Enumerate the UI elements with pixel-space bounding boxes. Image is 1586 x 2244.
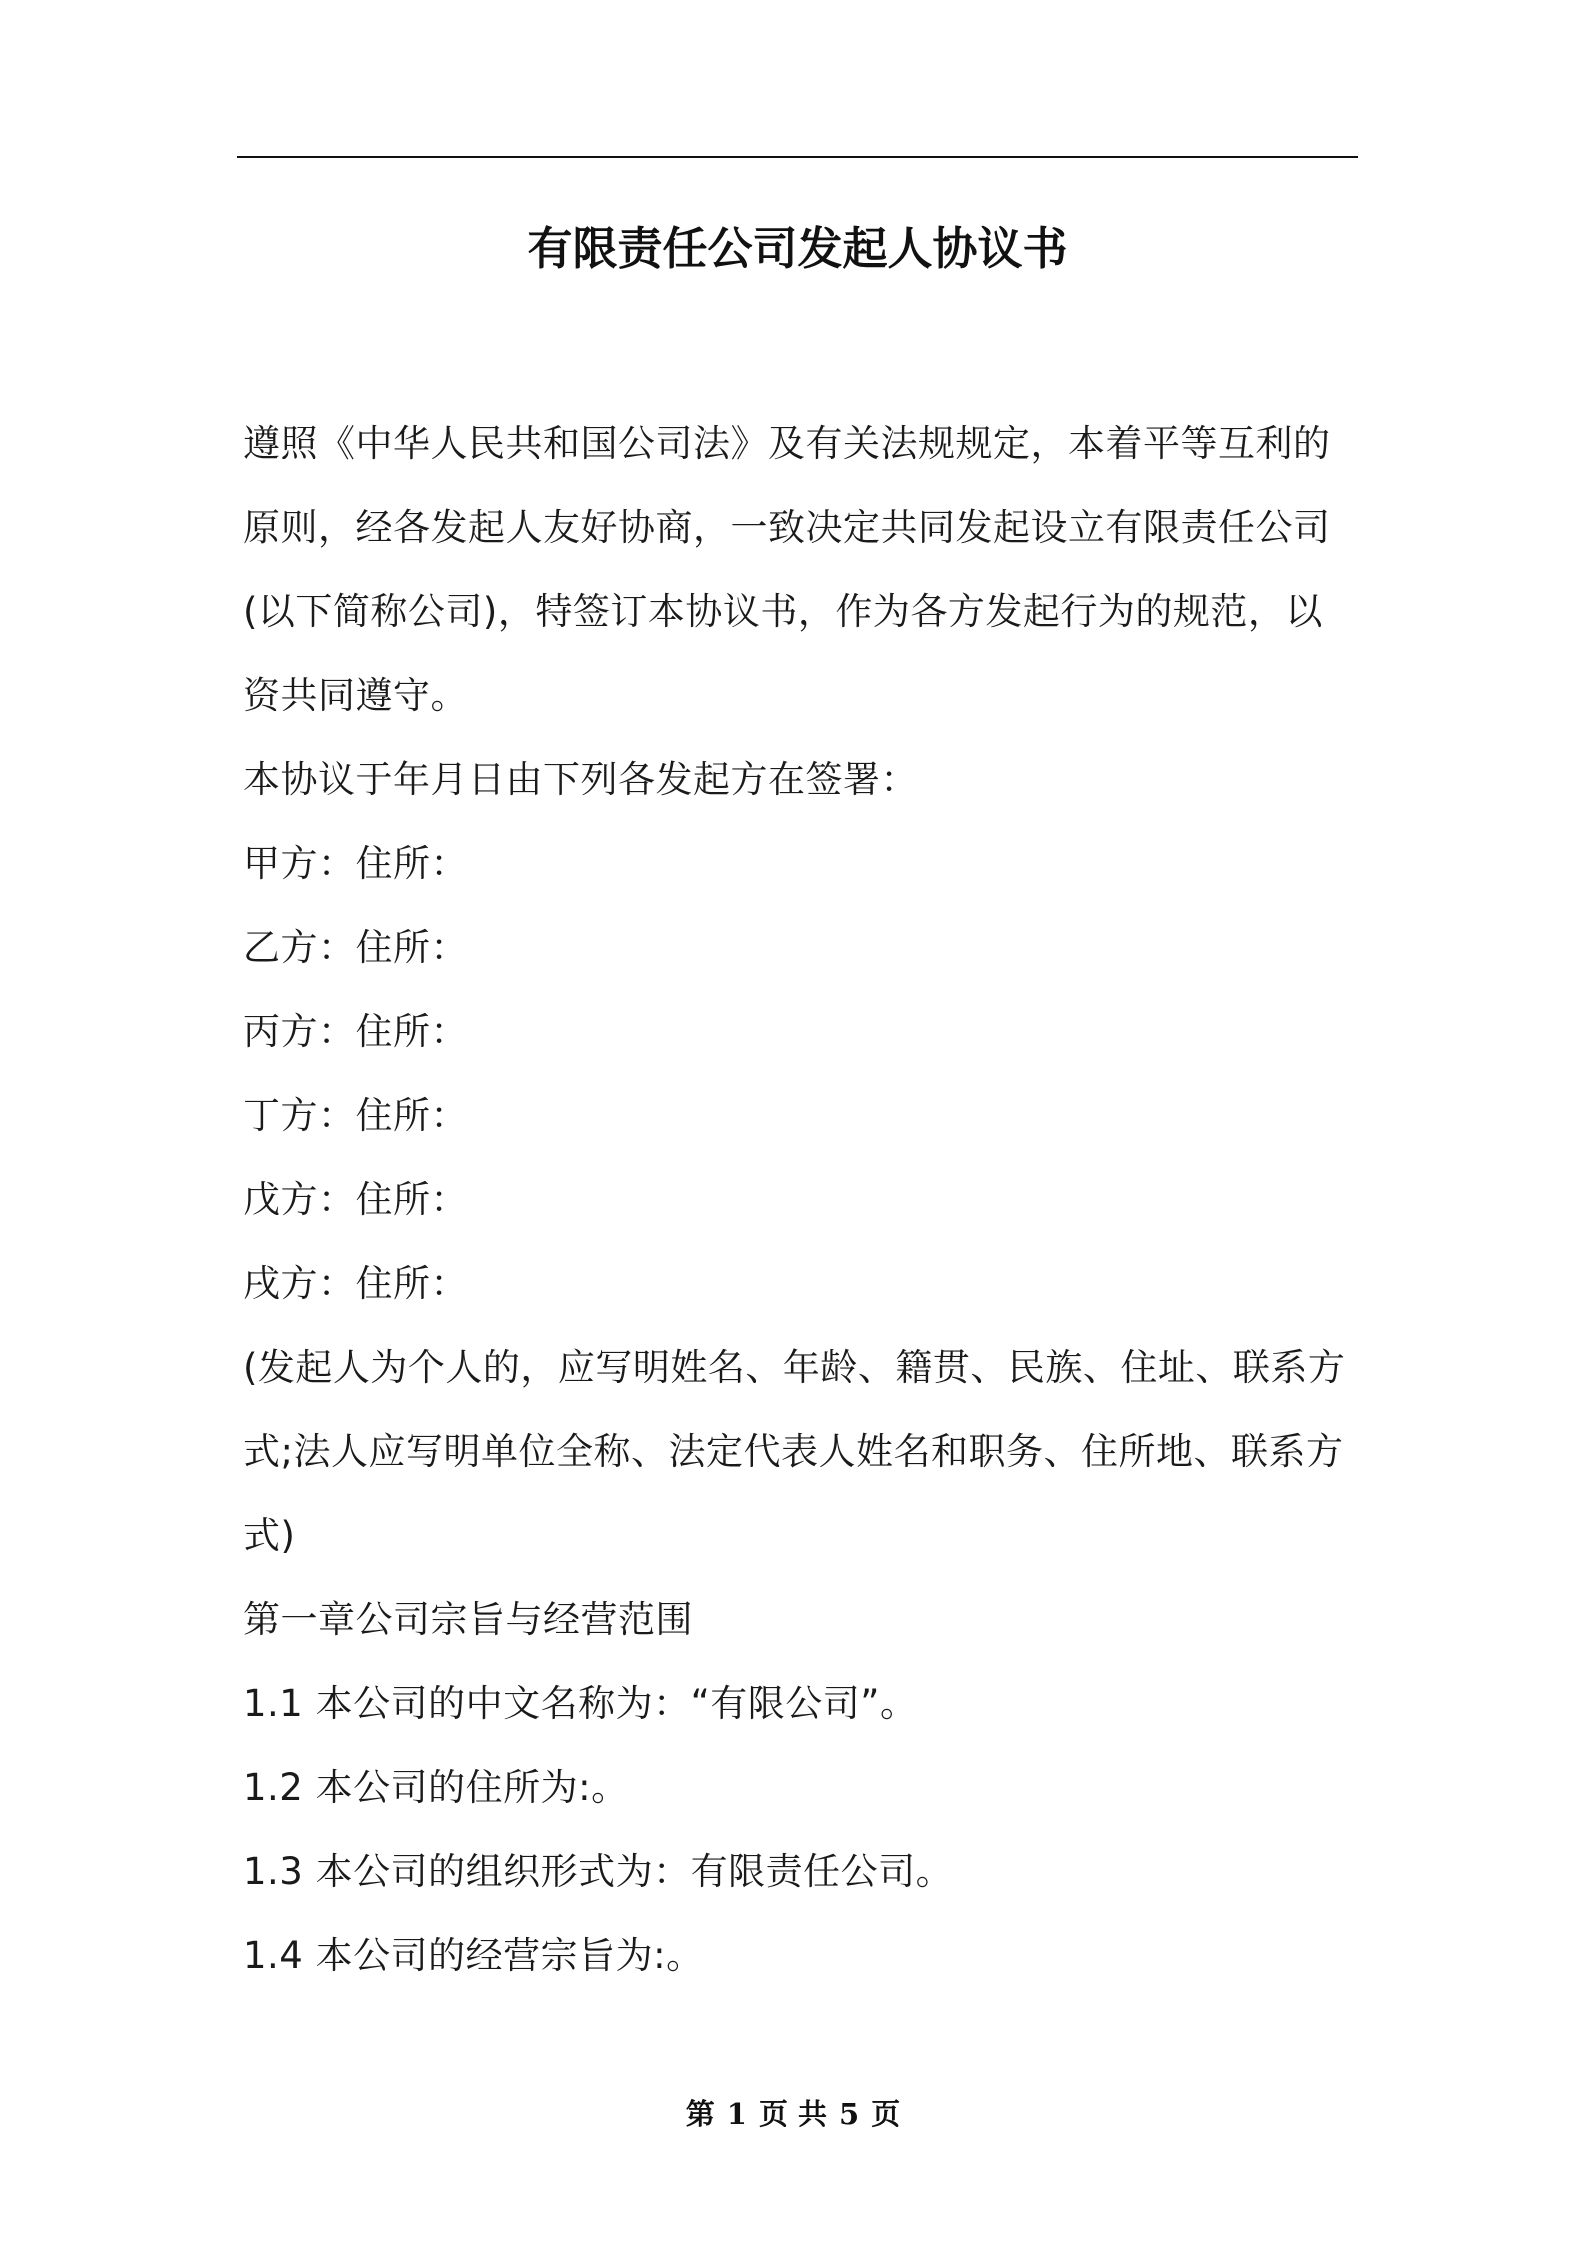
footer-prefix: 第 (685, 2097, 715, 2131)
clause-1-3: 1.3 本公司的组织形式为：有限责任公司。 (243, 1850, 954, 1893)
party-f-line: 戌方：住所： (243, 1262, 468, 1305)
party-a-line: 甲方：住所： (243, 842, 468, 885)
intro-paragraph: 遵照《中华人民共和国公司法》及有关法规规定，本着平等互利的原则，经各发起人友好协商，一致决定共同发起设立有限责任公司(以下简称公司)，特签订本协议书，作为各方发起行为的规范，以资共同遵守。 (243, 422, 1331, 717)
signing-statement: 本协议于年月日由下列各发起方在签署： (243, 758, 918, 801)
chapter-heading: 第一章公司宗旨与经营范围 (243, 1598, 693, 1641)
page-number-footer (0, 2094, 1586, 2134)
footer-suffix: 页 (871, 2097, 901, 2131)
party-b-line: 乙方：住所： (243, 926, 468, 969)
clause-1-4: 1.4 本公司的经营宗旨为:。 (243, 1934, 704, 1977)
party-e-line: 戊方：住所： (243, 1178, 468, 1221)
footer-middle: 页 共 (758, 2097, 828, 2131)
clause-1-2: 1.2 本公司的住所为:。 (243, 1766, 629, 1809)
document-title: 有限责任公司发起人协议书 (527, 222, 1068, 275)
party-instructions-note: (发起人为个人的，应写明姓名、年龄、籍贯、民族、住址、联系方式;法人应写明单位全称、法定代表人姓名和职务、住所地、联系方式) (243, 1346, 1346, 1557)
document-body (243, 402, 1355, 1998)
header-rule (237, 156, 1358, 158)
total-pages-number: 5 (839, 2097, 860, 2131)
current-page-number: 1 (726, 2097, 747, 2131)
party-d-line: 丁方：住所： (243, 1094, 468, 1137)
party-c-line: 丙方：住所： (243, 1010, 468, 1053)
clause-1-1: 1.1 本公司的中文名称为：“有限公司”。 (243, 1682, 918, 1725)
